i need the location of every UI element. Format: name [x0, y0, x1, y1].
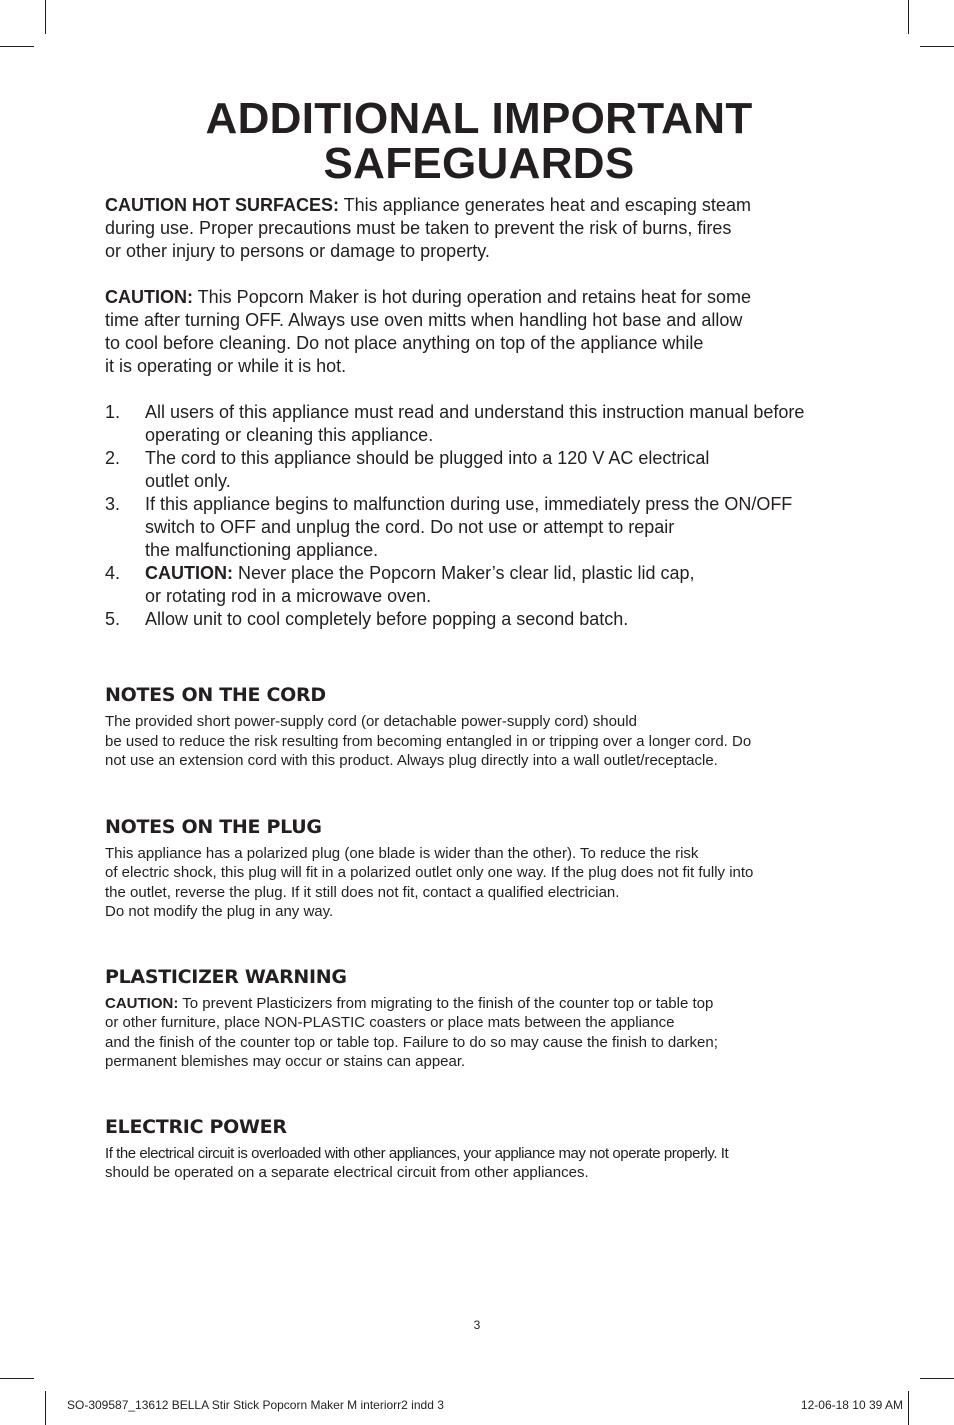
- electric-power-notes: [105, 1144, 853, 1183]
- caution-line: it is operating or while it is hot.: [105, 356, 347, 376]
- caution-hot-line: This appliance generates heat and escaping steam: [339, 195, 751, 215]
- list-item: [105, 401, 853, 447]
- crop-mark-bottom-left-v: [45, 1391, 46, 1425]
- caution-line: This Popcorn Maker is hot during operation and retains heat for some: [193, 287, 751, 307]
- caution-popcorn-maker: [105, 286, 853, 378]
- power-line: should be operated on a separate electrical circuit from other appliances.: [105, 1164, 589, 1181]
- plasticizer-line: or other furniture, place NON-PLASTIC coasters or place mats between the appliance: [105, 1014, 675, 1031]
- caution-label: CAUTION:: [105, 287, 193, 307]
- plasticizer-line: To prevent Plasticizers from migrating to the finish of the counter top or table top: [178, 994, 714, 1012]
- title-line-1: ADDITIONAL IMPORTANT: [205, 94, 753, 143]
- section-heading-cord: NOTES ON THE CORD: [105, 684, 326, 706]
- page-number: 3: [473, 1318, 481, 1332]
- safeguards-list: [105, 401, 853, 631]
- list-item-line: the malfunctioning appliance.: [145, 540, 379, 560]
- plug-line: the outlet, reverse the plug. If it still does not fit, contact a qualified electrician.: [105, 883, 620, 901]
- caution-hot-label: CAUTION HOT SURFACES:: [105, 195, 339, 215]
- list-item-number: 5.: [105, 609, 121, 629]
- crop-mark-top-right-v: [908, 0, 909, 34]
- cord-notes: [105, 712, 853, 771]
- cord-line: not use an extension cord with this product. Always plug directly into a wall outlet/receptacle.: [105, 752, 718, 769]
- section-heading-plug: NOTES ON THE PLUG: [105, 815, 322, 838]
- crop-mark-top-left-v: [45, 0, 46, 34]
- power-line: If the electrical circuit is overloaded with other appliances, your appliance may not operate properly. It: [105, 1144, 729, 1162]
- title-line-2: SAFEGUARDS: [323, 139, 635, 188]
- list-item: [105, 493, 853, 562]
- list-item-number: 3.: [105, 494, 121, 514]
- plasticizer-line: and the finish of the counter top or table top. Failure to do so may cause the finish to darken;: [105, 1033, 718, 1051]
- page-title: [105, 96, 853, 186]
- crop-mark-top-left-h: [0, 46, 34, 47]
- list-item-number: 1.: [105, 402, 121, 422]
- list-item-number: 4.: [105, 563, 121, 583]
- caution-line: to cool before cleaning. Do not place anything on top of the appliance while: [105, 333, 704, 353]
- page-content: [105, 96, 853, 1183]
- list-item-caution-label: CAUTION:: [145, 563, 233, 583]
- list-item: [105, 608, 853, 631]
- slug-file-info: SO-309587_13612 BELLA Stir Stick Popcorn Maker M interiorr2 indd 3: [67, 1398, 444, 1412]
- cord-line: be used to reduce the risk resulting from becoming entangled in or tripping over a longer cord. Do: [105, 732, 752, 750]
- plasticizer-line: permanent blemishes may occur or stains can appear.: [105, 1053, 466, 1070]
- plasticizer-warning: [105, 994, 853, 1072]
- list-item-line: If this appliance begins to malfunction during use, immediately press the ON/OFF: [145, 494, 793, 514]
- cord-line: The provided short power-supply cord (or detachable power-supply cord) should: [105, 713, 637, 730]
- caution-line: time after turning OFF. Always use oven mitts when handling hot base and allow: [105, 310, 743, 330]
- section-heading-plasticizer: PLASTICIZER WARNING: [105, 965, 347, 988]
- list-item-line: operating or cleaning this appliance.: [145, 425, 434, 445]
- list-item: [105, 562, 853, 608]
- list-item-line: The cord to this appliance should be plugged into a 120 V AC electrical: [145, 448, 710, 468]
- plasticizer-caution-label: CAUTION:: [105, 994, 179, 1012]
- caution-hot-line: or other injury to persons or damage to property.: [105, 241, 490, 261]
- crop-mark-top-right-h: [920, 46, 954, 47]
- crop-mark-bottom-right-h: [920, 1378, 954, 1379]
- list-item-line: All users of this appliance must read and understand this instruction manual before: [145, 402, 805, 422]
- list-item-line: Allow unit to cool completely before popping a second batch.: [145, 609, 629, 629]
- caution-hot-line: during use. Proper precautions must be taken to prevent the risk of burns, fires: [105, 218, 732, 238]
- caution-hot-surfaces: [105, 194, 853, 263]
- plug-line: This appliance has a polarized plug (one blade is wider than the other). To reduce the risk: [105, 844, 699, 862]
- list-item-line: or rotating rod in a microwave oven.: [145, 586, 432, 606]
- plug-notes: [105, 844, 853, 922]
- section-heading-power: ELECTRIC POWER: [105, 1115, 287, 1138]
- list-item: [105, 447, 853, 493]
- list-item-line: switch to OFF and unplug the cord. Do not use or attempt to repair: [145, 517, 675, 537]
- list-item-number: 2.: [105, 448, 121, 468]
- list-item-line: Never place the Popcorn Maker’s clear lid, plastic lid cap,: [233, 563, 695, 583]
- plug-line: of electric shock, this plug will fit in a polarized outlet only one way. If the plug does not fit fully into: [105, 864, 754, 881]
- slug-date: 12-06-18 10 39 AM: [800, 1398, 903, 1412]
- crop-mark-bottom-right-v: [908, 1391, 909, 1425]
- list-item-line: outlet only.: [145, 471, 231, 491]
- crop-mark-bottom-left-h: [0, 1378, 34, 1379]
- plug-line: Do not modify the plug in any way.: [105, 903, 334, 920]
